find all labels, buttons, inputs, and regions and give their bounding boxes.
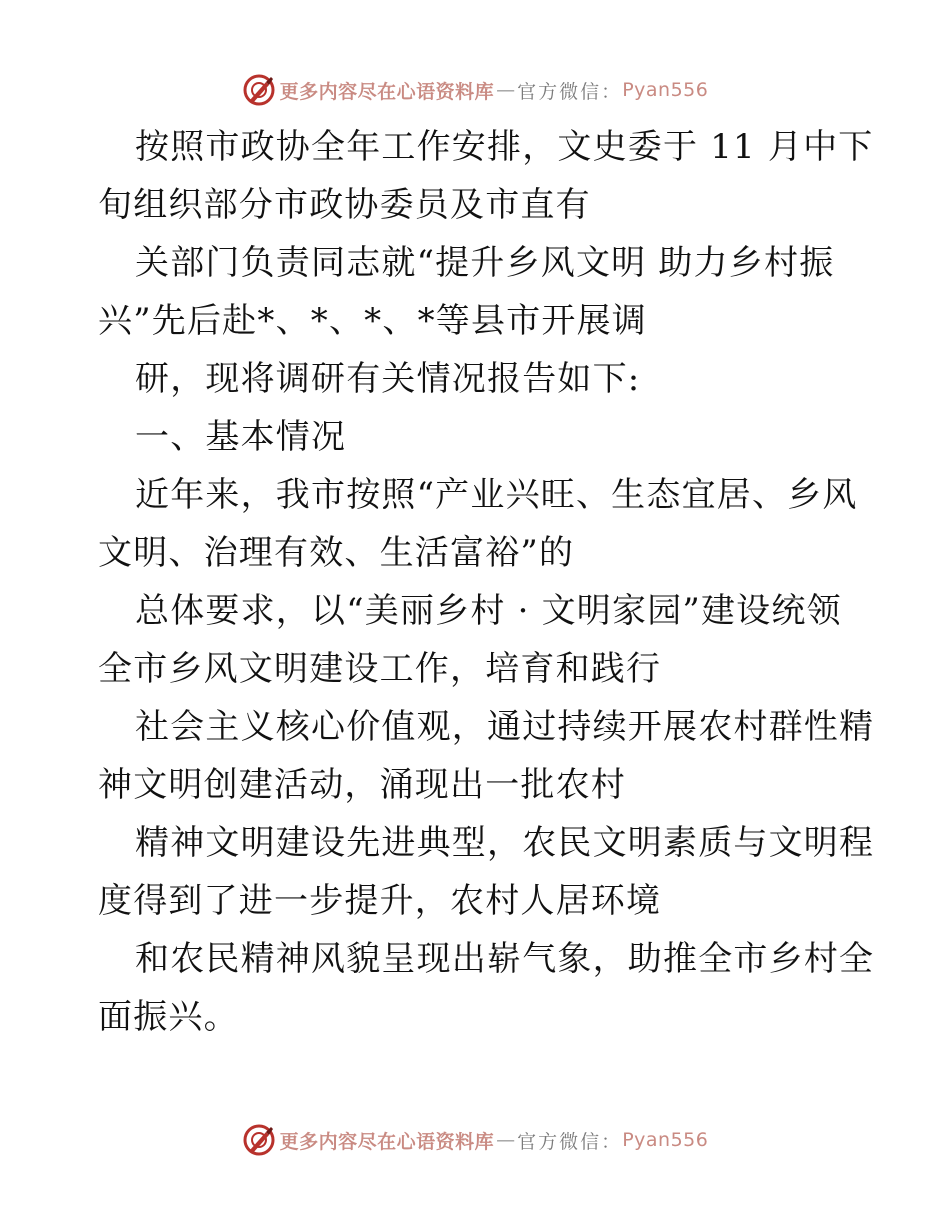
banner-wechat-id: Pyan556: [622, 1129, 709, 1151]
paragraph-line: 精神文明建设先进典型，农民文明素质与文明程: [135, 823, 875, 863]
paragraph-line: 全市乡风文明建设工作，培育和践行: [98, 649, 662, 689]
banner-site-text: 更多内容尽在心语资料库: [279, 1130, 495, 1153]
banner-wechat-id: Pyan556: [622, 79, 709, 101]
footer-banner: [0, 1120, 950, 1160]
paragraph-line: 总体要求，以“美丽乡村 · 文明家园”建设统领: [135, 591, 842, 631]
paragraph-line: 近年来，我市按照“产业兴旺、生态宜居、乡风: [135, 475, 858, 515]
paragraph-line: 神文明创建活动，涌现出一批农村: [98, 765, 626, 805]
paragraph-line: 社会主义核心价值观，通过持续开展农村群性精: [135, 707, 875, 747]
paragraph-line: 和农民精神风貌呈现出崭气象，助推全市乡村全: [135, 939, 875, 979]
header-banner: [0, 70, 950, 110]
banner-site-text: 更多内容尽在心语资料库: [279, 80, 495, 103]
section-heading: 一、基本情况: [135, 417, 347, 457]
pen-logo-icon: [242, 73, 276, 107]
paragraph-line: 文明、治理有效、生活富裕”的: [98, 533, 575, 573]
pen-logo-icon: [242, 1123, 276, 1157]
paragraph-line: 旬组织部分市政协委员及市直有: [98, 185, 591, 225]
banner-wechat-label: 官方微信：: [517, 80, 623, 103]
paragraph-line: 研，现将调研有关情况报告如下:: [135, 359, 641, 399]
paragraph-line: 面振兴。: [98, 997, 239, 1037]
banner-wechat-label: 官方微信：: [517, 1130, 623, 1153]
paragraph-line: 按照市政协全年工作安排，文史委于 11 月中下: [135, 127, 874, 167]
document-body: [98, 118, 875, 1046]
banner-dash: —: [496, 1129, 516, 1151]
paragraph-line: 兴”先后赴*、*、*、*等县市开展调: [98, 301, 647, 341]
paragraph-line: 关部门负责同志就“提升乡风文明 助力乡村振: [135, 243, 835, 283]
banner-dash: —: [496, 79, 516, 101]
paragraph-line: 度得到了进一步提升，农村人居环境: [98, 881, 662, 921]
